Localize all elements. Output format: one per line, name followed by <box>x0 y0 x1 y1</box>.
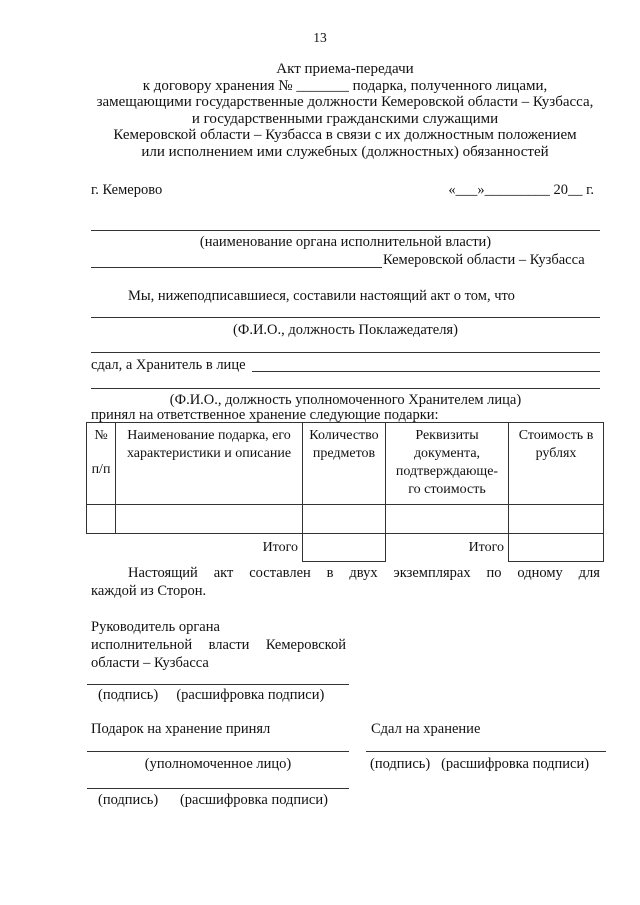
header-quantity: Количество предметов <box>303 423 386 505</box>
table-row <box>87 505 604 534</box>
gifts-table <box>86 422 604 562</box>
copies-text: Настоящий акт составлен в двух экземплярах по одному для <box>128 565 600 581</box>
header-gift-name: Наименование подарка, его характеристики и описание <box>116 423 303 505</box>
accepted-text: принял на ответственное хранение следующие подарки: <box>91 407 439 423</box>
keeper-caption: (Ф.И.О., должность уполномоченного Хранителем лица) <box>169 392 522 408</box>
depositor-line-2 <box>91 352 600 353</box>
table-cell <box>303 505 386 534</box>
header-document: Реквизиты документа, подтверждающе- го стоимость <box>386 423 509 505</box>
header-cost: Стоимость в рублях <box>509 423 604 505</box>
table-header-row <box>87 423 604 505</box>
table-total-row <box>87 534 604 562</box>
total-quantity-cell <box>303 534 386 562</box>
accepted-label: Подарок на хранение принял <box>91 721 271 737</box>
copies-text-line2: каждой из Сторон. <box>91 583 207 599</box>
total-label: Итого <box>262 539 298 555</box>
keeper-name-line-2 <box>91 388 600 389</box>
accepted-signature-line <box>87 788 349 789</box>
head-title-line3: области – Кузбасса <box>91 655 209 671</box>
table-cell <box>87 505 116 534</box>
organ-name-line <box>91 230 600 231</box>
title-line: Акт приема-передачи <box>276 61 414 77</box>
title-line: Кемеровской области – Кузбасса в связи с их должностным положением <box>113 127 577 143</box>
organ-caption: (наименование органа исполнительной власти) <box>199 234 492 250</box>
handed-signature-caption: (подпись) (расшифровка подписи) <box>370 756 590 772</box>
handed-label: Сдал на хранение <box>371 721 481 737</box>
city: г. Кемерово <box>91 182 163 198</box>
title-line: к договору хранения № _______ подарка, полученного лицами, <box>142 77 548 94</box>
head-signature-line <box>87 684 349 685</box>
header-number: № п/п <box>87 423 116 505</box>
accepted-signature-caption: (подпись) (расшифровка подписи) <box>98 792 328 808</box>
authorized-line <box>87 751 349 752</box>
table-cell <box>386 505 509 534</box>
organ-name-line-2 <box>91 267 382 268</box>
statement-text: Мы, нижеподписавшиеся, составили настоящий акт о том, что <box>128 288 515 304</box>
total-cost-cell <box>509 534 604 562</box>
head-signature-caption: (подпись) (расшифровка подписи) <box>98 687 325 703</box>
handed-text: сдал, а Хранитель в лице <box>91 357 246 373</box>
organ-region: Кемеровской области – Кузбасса <box>383 252 585 268</box>
document-title <box>60 61 630 160</box>
title-line: и государственными гражданскими служащими <box>191 110 499 127</box>
depositor-line <box>91 317 600 318</box>
title-line: или исполнением ими служебных (должностных) обязанностей <box>141 143 549 160</box>
authorized-caption: (уполномоченное лицо) <box>144 756 292 772</box>
table-cell <box>509 505 604 534</box>
handed-signature-line <box>366 751 606 752</box>
table-cell <box>116 505 303 534</box>
keeper-name-line <box>252 371 600 372</box>
title-line: замещающими государственные должности Кемеровской области – Кузбасса, <box>96 94 594 110</box>
date-field: «___»_________ 20__ г. <box>448 182 594 198</box>
page-number: 13 <box>313 30 327 45</box>
head-title-line2: исполнительной власти Кемеровской <box>91 637 346 653</box>
head-title-line1: Руководитель органа <box>91 619 220 635</box>
depositor-caption: (Ф.И.О., должность Поклажедателя) <box>233 322 458 338</box>
total-label-2: Итого <box>468 539 504 555</box>
